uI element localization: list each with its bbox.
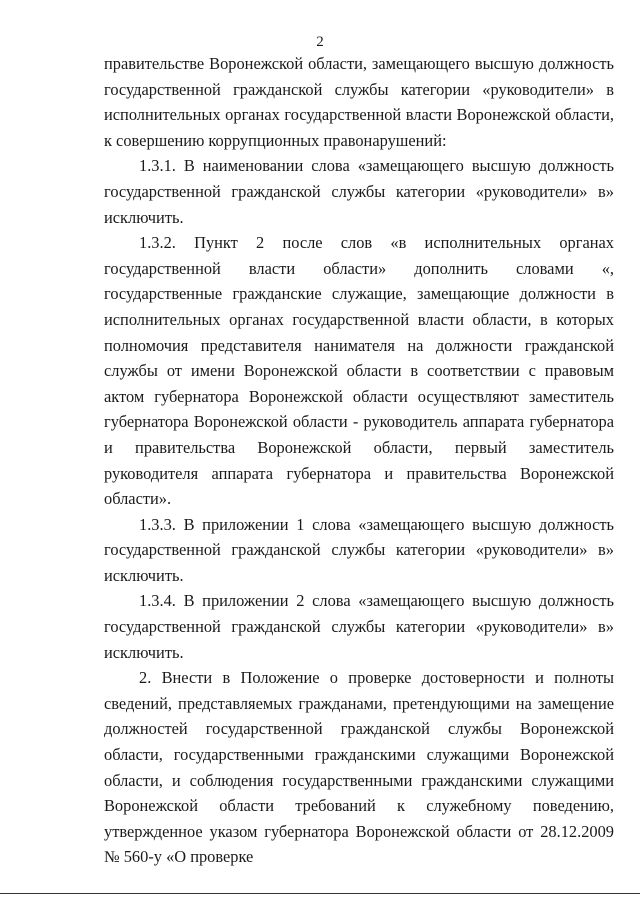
paragraph-1-3-1: 1.3.1. В наименовании слова «замещающего высшую должность государственной гражданской службы категории «руководители» в» исключить. [104, 156, 614, 227]
paragraph-1-3-3: 1.3.3. В приложении 1 слова «замещающего высшую должность государственной гражданской службы категории «руководители» в» исключить. [104, 514, 614, 585]
paragraph-continuation: правительстве Воронежской области, замещающего высшую должность государственной гражданской службы категории «руководители» в исполнительных органах государственной власти Воронежской области, к совершению коррупционных правонарушений: [104, 54, 614, 150]
page-number: 2 [316, 34, 324, 50]
paragraph-1-3-2: 1.3.2. Пункт 2 после слов «в исполнительных органах государственной власти области» дополнить словами «, государственные гражданские служащие, замещающие должности в исполнительных органах государственной власти области, в которых полномочия представителя нанимателя на должности гражданской службы от имени Воронежской области в соответствии с правовым актом губернатора Воронежской области осуществляют заместитель губернатора Воронежской области - руководитель аппарата губернатора и правительства Воронежской области, первый заместитель руководителя аппарата губернатора и правительства Воронежской области». [104, 233, 614, 509]
scan-edge-line [0, 893, 640, 894]
document-body [104, 51, 614, 870]
paragraph-1-3-4: 1.3.4. В приложении 2 слова «замещающего высшую должность государственной гражданской службы категории «руководители» в» исключить. [104, 591, 614, 662]
paragraph-2: 2. Внести в Положение о проверке достоверности и полноты сведений, представляемых гражданами, претендующими на замещение должностей государственной гражданской службы Воронежской области, государственными гражданскими служащими Воронежской области, и соблюдения государственными гражданскими служащими Воронежской области требований к служебному поведению, утвержденное указом губернатора Воронежской области от 28.12.2009 № 560-у «О проверке [104, 668, 614, 867]
